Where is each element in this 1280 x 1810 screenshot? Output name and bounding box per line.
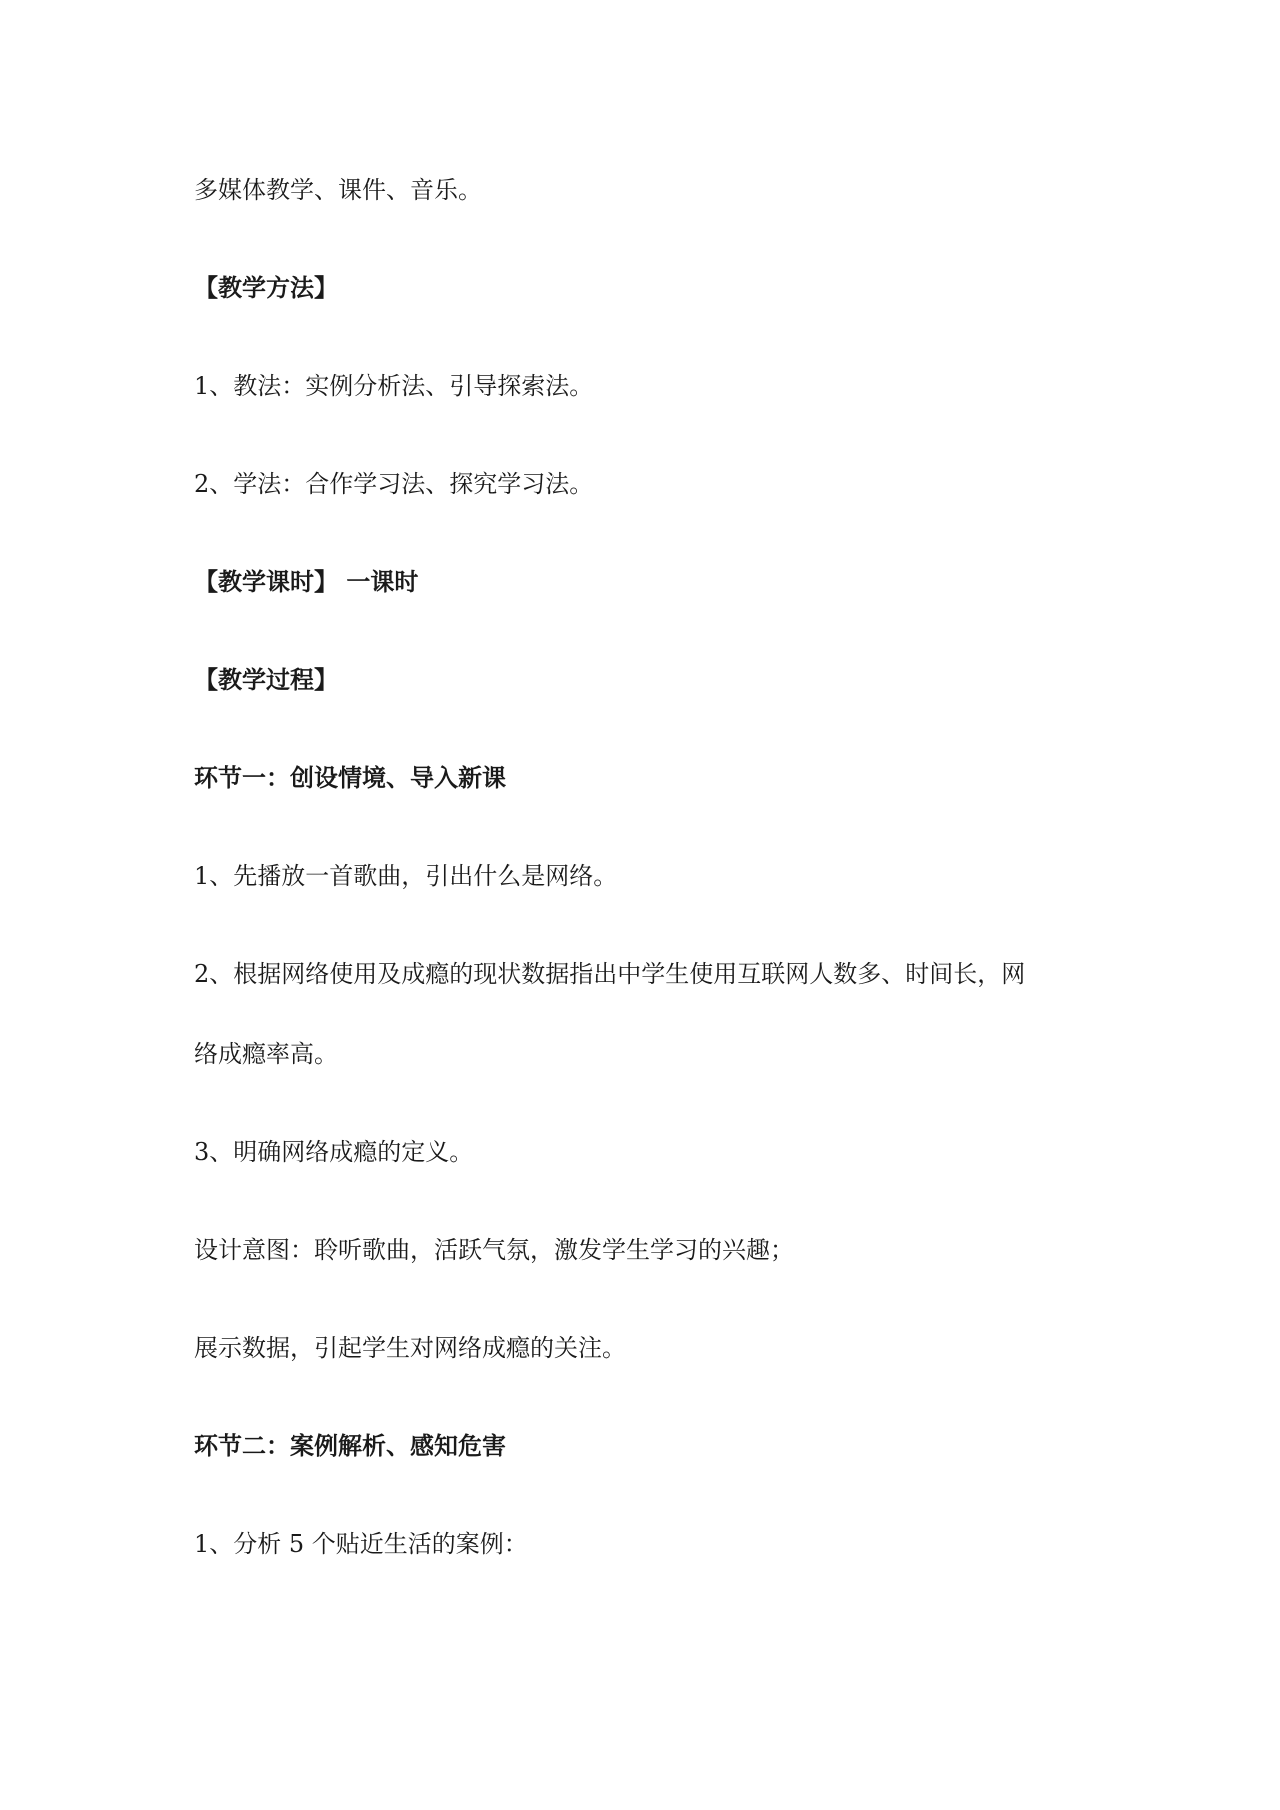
heading-class-hours: 【教学课时】 一课时 [194,567,419,596]
heading-step-two: 环节二：案例解析、感知危害 [194,1431,506,1460]
text-line-step-two-item-1: 1、分析 5 个贴近生活的案例： [194,1530,528,1558]
text-line-step-one-item-3: 3、明确网络成瘾的定义。 [194,1138,474,1166]
text-line-learning-method: 2、学法：合作学习法、探究学习法。 [194,470,594,498]
heading-teaching-process: 【教学过程】 [194,665,338,694]
text-line-step-one-item-2: 2、根据网络使用及成瘾的现状数据指出中学生使用互联网人数多、时间长，网 [194,960,1026,988]
text-line-materials: 多媒体教学、课件、音乐。 [194,176,482,204]
text-line-teaching-method: 1、教法：实例分析法、引导探索法。 [194,372,594,400]
heading-step-one: 环节一：创设情境、导入新课 [194,763,506,792]
text-line-step-one-item-2-cont: 络成瘾率高。 [194,1040,338,1068]
text-line-design-intent: 设计意图：聆听歌曲，活跃气氛，激发学生学习的兴趣； [194,1236,794,1264]
text-line-step-one-item-1: 1、先播放一首歌曲，引出什么是网络。 [194,862,618,890]
heading-teaching-methods: 【教学方法】 [194,273,338,302]
text-line-design-intent-cont: 展示数据，引起学生对网络成瘾的关注。 [194,1334,626,1362]
